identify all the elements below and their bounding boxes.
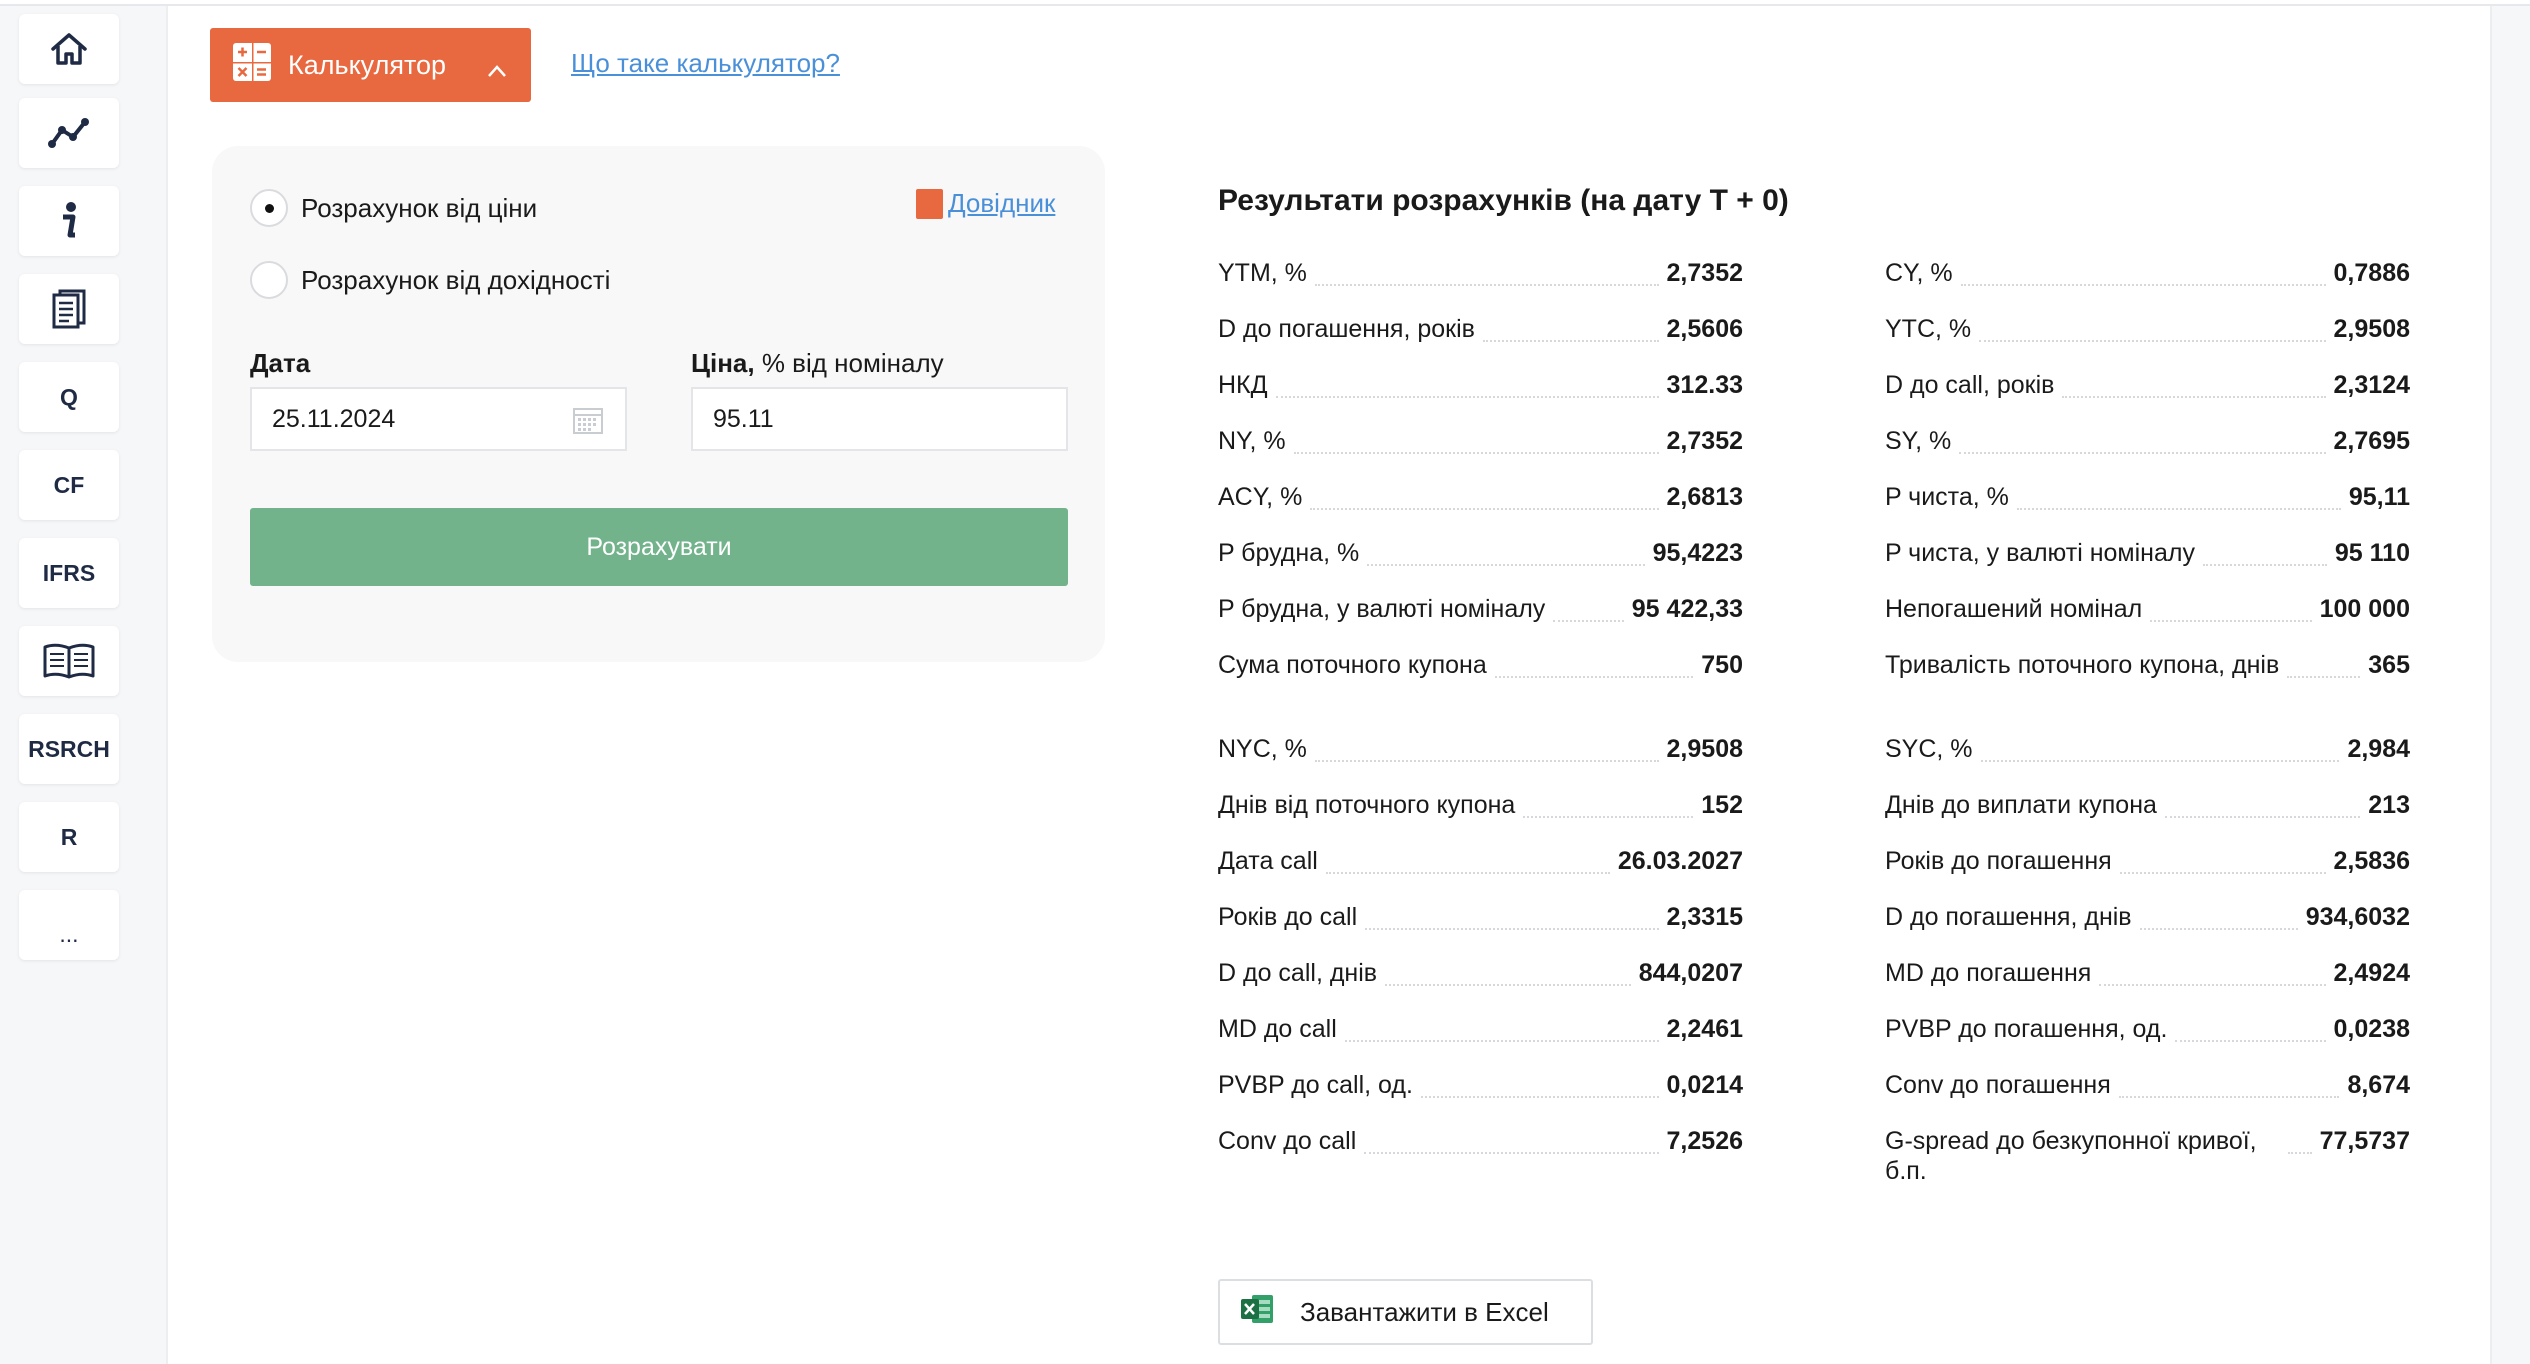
result-label: Conv до call — [1218, 1127, 1357, 1155]
date-label: Дата — [250, 348, 311, 378]
result-label: D до погашення, років — [1218, 315, 1475, 343]
result-row — [1885, 846, 2410, 876]
result-row — [1218, 734, 1743, 764]
dotted-leader — [1367, 538, 1644, 566]
dotted-leader — [2288, 1126, 2312, 1154]
result-row — [1218, 1070, 1743, 1100]
result-row — [1218, 314, 1743, 344]
result-label: Дата call — [1218, 847, 1318, 875]
dotted-leader — [1421, 1070, 1659, 1098]
result-row — [1218, 538, 1743, 568]
chart-line-icon — [47, 116, 91, 150]
dotted-leader — [2120, 846, 2326, 874]
radio-yield-label: Розрахунок від дохідності — [301, 264, 611, 295]
result-row — [1218, 790, 1743, 820]
result-value: 2,4924 — [2333, 959, 2410, 987]
result-value: 213 — [2368, 791, 2410, 819]
result-row — [1218, 846, 1743, 876]
result-value: 2,9508 — [1666, 735, 1743, 763]
result-value: 312.33 — [1666, 371, 1743, 399]
result-row — [1885, 650, 2410, 680]
result-row — [1885, 426, 2410, 456]
dotted-leader — [1310, 482, 1658, 510]
radio-button-checked[interactable] — [250, 189, 288, 227]
result-row — [1885, 1126, 2410, 1186]
result-row — [1218, 958, 1743, 988]
result-label: G-spread до безкупонної кривої, б.п. — [1885, 1127, 2257, 1185]
result-label: Днів до виплати купона — [1885, 791, 2157, 819]
book-icon — [42, 642, 96, 680]
dotted-leader — [1961, 258, 2326, 286]
calendar-icon[interactable] — [573, 406, 603, 441]
dotted-leader — [1495, 650, 1694, 678]
dotted-leader — [2175, 1014, 2325, 1042]
right-panel-edge — [2490, 6, 2530, 1364]
result-value: 0,0238 — [2333, 1015, 2410, 1043]
result-row — [1218, 1126, 1743, 1156]
dotted-leader — [1483, 314, 1659, 342]
sidebar — [0, 6, 168, 1364]
sidebar-item-rsrch[interactable]: RSRCH — [19, 714, 119, 784]
result-label: Днів від поточного купона — [1218, 791, 1516, 819]
result-row — [1885, 258, 2410, 288]
result-value: 0,0214 — [1666, 1071, 1743, 1099]
result-label: Сума поточного купона — [1218, 651, 1487, 679]
result-value: 100 000 — [2319, 595, 2410, 623]
dotted-leader — [1345, 1014, 1659, 1042]
result-value: 26.03.2027 — [1617, 847, 1743, 875]
dotted-leader — [1979, 314, 2325, 342]
dotted-leader — [1294, 426, 1659, 454]
result-label: Непогашений номінал — [1885, 595, 2143, 623]
result-label: MD до call — [1218, 1015, 1337, 1043]
result-row — [1218, 426, 1743, 456]
calculator-icon — [232, 42, 272, 89]
calculation-form-panel — [212, 146, 1105, 662]
result-value: 365 — [2368, 651, 2410, 679]
top-border — [0, 0, 2530, 6]
dotted-leader — [1315, 734, 1659, 762]
result-value: 844,0207 — [1638, 959, 1743, 987]
dotted-leader — [2150, 594, 2311, 622]
result-label: D до call, днів — [1218, 959, 1378, 987]
guide-book-icon — [916, 189, 943, 219]
result-row — [1218, 1014, 1743, 1044]
calculator-label: Калькулятор — [288, 49, 447, 80]
radio-calc-from-yield[interactable] — [250, 261, 610, 299]
result-row — [1885, 902, 2410, 932]
price-value: 95.11 — [713, 404, 774, 433]
result-label: P брудна, у валюті номіналу — [1218, 595, 1546, 623]
result-label: Тривалість поточного купона, днів — [1885, 651, 2280, 679]
result-row — [1885, 734, 2410, 764]
dotted-leader — [1364, 1126, 1658, 1154]
guide-link-label: Довідник — [948, 188, 1056, 218]
result-value: 2,3124 — [2333, 371, 2410, 399]
calculator-toggle-button[interactable] — [210, 28, 531, 102]
result-value: 152 — [1701, 791, 1743, 819]
result-value: 2,5606 — [1666, 315, 1743, 343]
home-icon — [49, 30, 89, 68]
dotted-leader — [1315, 258, 1659, 286]
dotted-leader — [2017, 482, 2341, 510]
result-label: P чиста, у валюті номіналу — [1885, 539, 2195, 567]
result-value: 0,7886 — [2333, 259, 2410, 287]
sidebar-item-more[interactable]: ... — [19, 890, 119, 960]
result-label: PVBP до погашення, од. — [1885, 1015, 2168, 1043]
result-value: 934,6032 — [2305, 903, 2410, 931]
dotted-leader — [2140, 902, 2298, 930]
result-row — [1218, 594, 1743, 624]
what-is-calculator-link[interactable]: Що таке калькулятор? — [571, 48, 840, 78]
sidebar-item-ifrs[interactable]: IFRS — [19, 538, 119, 608]
result-value: 2,7352 — [1666, 259, 1743, 287]
dotted-leader — [1365, 902, 1658, 930]
result-value: 95,11 — [2348, 483, 2410, 511]
dotted-leader — [1326, 846, 1610, 874]
result-label: ACY, % — [1218, 483, 1303, 511]
result-row — [1885, 482, 2410, 512]
sidebar-item-info[interactable] — [19, 186, 119, 256]
sidebar-item-library[interactable] — [19, 626, 119, 696]
sidebar-item-chart[interactable] — [19, 98, 119, 168]
result-row — [1218, 482, 1743, 512]
dotted-leader — [2119, 1070, 2340, 1098]
result-value: 8,674 — [2347, 1071, 2410, 1099]
result-row — [1885, 958, 2410, 988]
sidebar-item-cf[interactable]: CF — [19, 450, 119, 520]
result-row — [1885, 1070, 2410, 1100]
result-row — [1885, 538, 2410, 568]
result-value: 2,6813 — [1666, 483, 1743, 511]
result-value: 2,9508 — [2333, 315, 2410, 343]
dotted-leader — [1553, 594, 1623, 622]
result-value: 750 — [1701, 651, 1743, 679]
result-label: P чиста, % — [1885, 483, 2009, 511]
result-label: MD до погашення — [1885, 959, 2092, 987]
result-value: 95,4223 — [1652, 539, 1743, 567]
sidebar-item-documents[interactable] — [19, 274, 119, 344]
result-label: Conv до погашення — [1885, 1071, 2111, 1099]
result-value: 2,7695 — [2333, 427, 2410, 455]
document-icon — [52, 289, 86, 329]
results-title: Результати розрахунків (на дату Т + 0) — [1218, 184, 1789, 217]
download-excel-label: Завантажити в Excel — [1300, 1296, 1549, 1327]
result-label: NYC, % — [1218, 735, 1307, 763]
radio-calc-from-price[interactable] — [250, 189, 537, 227]
dotted-leader — [1959, 426, 2325, 454]
dotted-leader — [1276, 370, 1659, 398]
result-label: NY, % — [1218, 427, 1286, 455]
result-row — [1885, 594, 2410, 624]
dotted-leader — [2203, 538, 2327, 566]
result-label: D до погашення, днів — [1885, 903, 2132, 931]
chevron-up-icon — [487, 54, 507, 85]
excel-icon — [1240, 1294, 1274, 1331]
result-label: P брудна, % — [1218, 539, 1360, 567]
result-label: D до call, років — [1885, 371, 2055, 399]
guide-link[interactable] — [916, 188, 1055, 219]
result-value: 2,3315 — [1666, 903, 1743, 931]
date-value: 25.11.2024 — [272, 404, 396, 433]
result-value: 2,2461 — [1666, 1015, 1743, 1043]
result-row — [1885, 790, 2410, 820]
result-label: НКД — [1218, 371, 1268, 399]
result-label: YTC, % — [1885, 315, 1972, 343]
result-row — [1885, 1014, 2410, 1044]
dotted-leader — [1981, 734, 2340, 762]
calculate-button[interactable]: Розрахувати — [250, 508, 1068, 586]
date-input[interactable] — [250, 387, 627, 451]
dotted-leader — [2165, 790, 2360, 818]
result-value: 77,5737 — [2319, 1127, 2410, 1155]
result-row — [1218, 902, 1743, 932]
dotted-leader — [2062, 370, 2325, 398]
result-row — [1885, 314, 2410, 344]
result-label: Років до call — [1218, 903, 1358, 931]
info-icon — [58, 201, 80, 241]
radio-button-unchecked[interactable] — [250, 261, 288, 299]
download-excel-button[interactable] — [1218, 1279, 1593, 1345]
sidebar-item-r[interactable]: R — [19, 802, 119, 872]
result-row — [1885, 370, 2410, 400]
result-label: CY, % — [1885, 259, 1953, 287]
sidebar-item-home[interactable] — [19, 14, 119, 84]
price-label: Ціна, % від номіналу — [691, 348, 944, 378]
result-value: 7,2526 — [1666, 1127, 1743, 1155]
radio-price-label: Розрахунок від ціни — [301, 192, 538, 223]
dotted-leader — [2287, 650, 2360, 678]
dotted-leader — [1385, 958, 1631, 986]
result-label: YTM, % — [1218, 259, 1307, 287]
result-value: 2,984 — [2347, 735, 2410, 763]
dotted-leader — [2099, 958, 2325, 986]
result-row — [1218, 370, 1743, 400]
result-value: 2,7352 — [1666, 427, 1743, 455]
result-value: 95 422,33 — [1631, 595, 1743, 623]
result-label: SYC, % — [1885, 735, 1973, 763]
result-value: 95 110 — [2334, 539, 2410, 567]
result-value: 2,5836 — [2333, 847, 2410, 875]
sidebar-item-q[interactable]: Q — [19, 362, 119, 432]
price-input[interactable] — [691, 387, 1068, 451]
result-row — [1218, 650, 1743, 680]
result-label: Років до погашення — [1885, 847, 2112, 875]
result-row — [1218, 258, 1743, 288]
result-label: PVBP до call, од. — [1218, 1071, 1413, 1099]
dotted-leader — [1523, 790, 1693, 818]
result-label: SY, % — [1885, 427, 1952, 455]
